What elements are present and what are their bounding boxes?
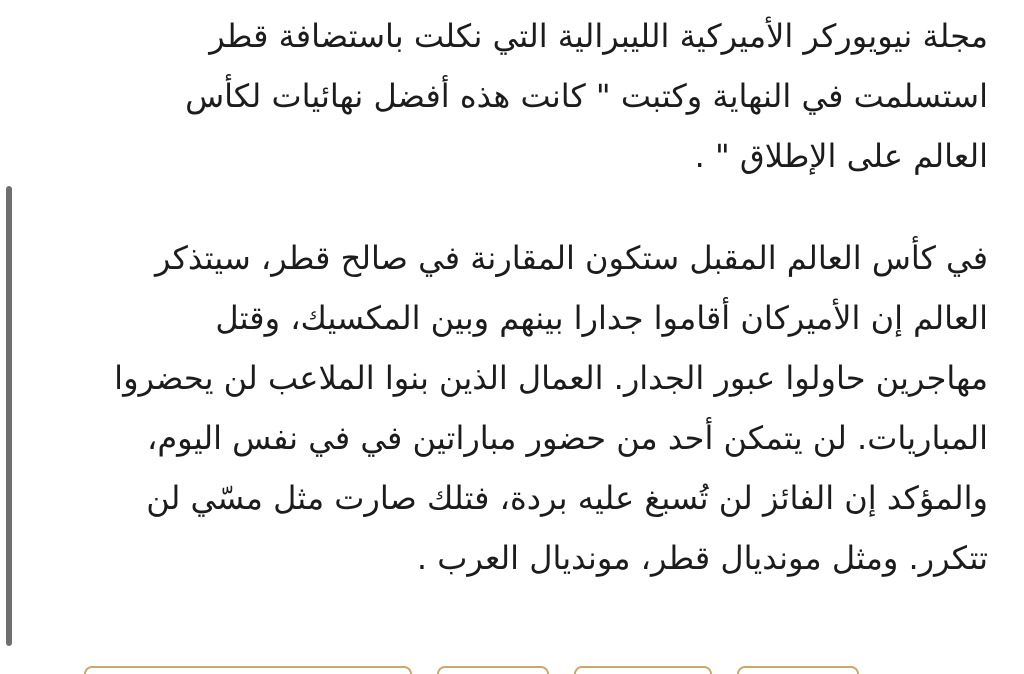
tag-list [0, 666, 1024, 674]
article-paragraph-1 [40, 6, 988, 186]
scrollbar-thumb[interactable] [6, 186, 12, 646]
paragraph-line: العالم على الإطلاق " . [694, 137, 988, 175]
tag-button[interactable] [737, 666, 859, 674]
paragraph-line: العالم إن الأميركان أقاموا جدارا بينهم وبين المكسيك، وقتل [215, 299, 988, 337]
tag-button[interactable] [84, 666, 412, 674]
paragraph-line: في كأس العالم المقبل ستكون المقارنة في صالح قطر، سيتذكر [154, 239, 988, 277]
paragraph-line: مهاجرين حاولوا عبور الجدار. العمال الذين بنوا الملاعب لن يحضروا [114, 359, 988, 397]
paragraph-line: المباريات. لن يتمكن أحد من حضور مباراتين في في نفس اليوم، [147, 419, 988, 457]
paragraph-line: استسلمت في النهاية وكتبت " كانت هذه أفضل نهائيات لكأس [185, 77, 988, 115]
paragraph-line: والمؤكد إن الفائز لن تُسبغ عليه بردة، فتلك صارت مثل مسّي لن [146, 479, 988, 517]
tag-button[interactable] [437, 666, 549, 674]
paragraph-line: مجلة نيويوركر الأميركية الليبرالية التي نكلت باستضافة قطر [209, 17, 988, 55]
tag-button[interactable] [574, 666, 712, 674]
paragraph-line: تتكرر. ومثل مونديال قطر، مونديال العرب . [416, 539, 988, 577]
article-paragraph-2 [40, 228, 988, 588]
